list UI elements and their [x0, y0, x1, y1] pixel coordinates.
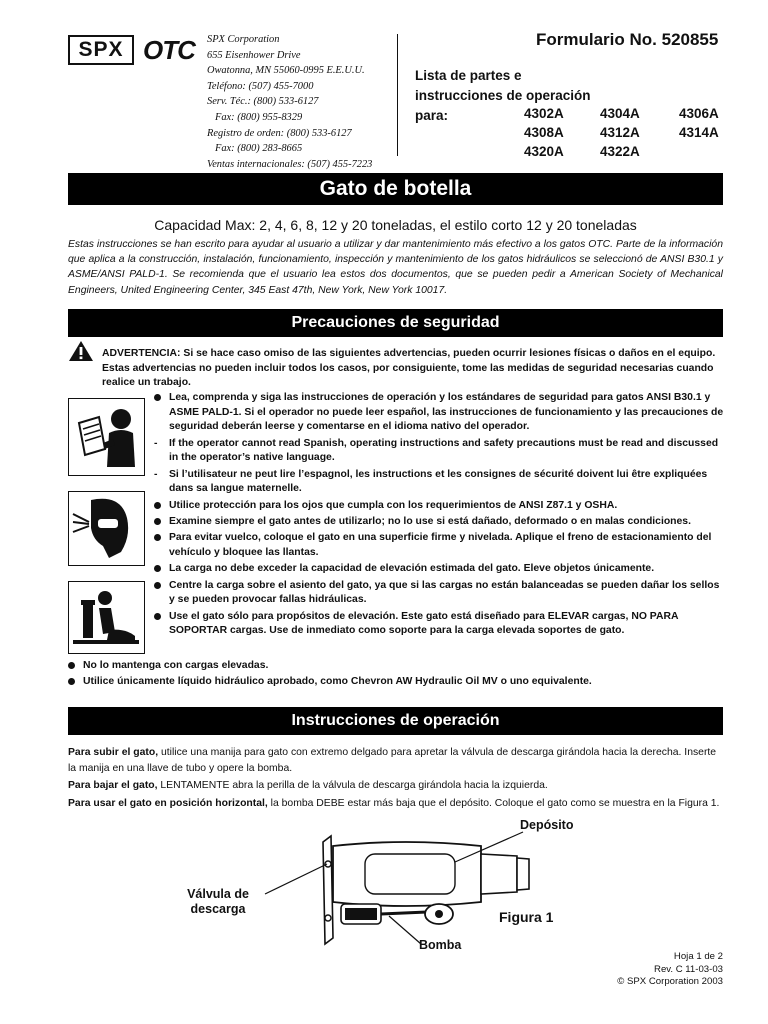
address-line: Owatonna, MN 55060-0995 E.E.U.U.	[207, 65, 365, 77]
safety-item-text: Use el gato sólo para propósitos de elevación. Este gato está diseñado para ELEVAR cargas, NO PARA SOPORTAR cargas. Use de inmediato como soporte para la carga elevada soportes de gato.	[169, 610, 679, 637]
page-number: Hoja 1 de 2	[673, 951, 723, 962]
operation-paragraph	[68, 796, 723, 812]
safety-item	[154, 531, 724, 560]
label-valvula	[178, 887, 258, 917]
spx-logo: SPX	[68, 35, 134, 65]
operation-text: la bomba DEBE estar más baja que el depósito. Coloque el gato como se muestra en la Figura 1.	[267, 797, 720, 809]
bullet-dot-icon	[68, 678, 75, 685]
company-address	[207, 32, 397, 188]
intro-paragraph: Estas instrucciones se han escrito para ayudar al usuario a utilizar y dar mantenimiento más efectivo a los gatos OTC. Parte de la información que aplica a la construcción, instalación, funcionamiento, inspección y mantenimiento de los gatos hidráulicos se seleccionó de ANSI B30.1 y ASME/ANSI PALD-1. Se recomienda que el usuario lea estos dos documentos, que se pueden pedir a American Society of Mechanical Engineers, United Engineering Center, 345 East 47th, New York, New York 10017.	[68, 239, 723, 296]
safety-item-text: If the operator cannot read Spanish, operating instructions and safety precautions must be read and discussed in the operator’s native language.	[169, 437, 719, 464]
document-title: Gato de botella	[68, 173, 723, 205]
dash-marker: -	[154, 468, 158, 480]
safety-item	[154, 515, 724, 530]
warning-text	[68, 347, 723, 391]
safety-goggles-icon	[69, 492, 144, 565]
otc-logo: OTC	[143, 34, 195, 65]
header-divider	[397, 34, 398, 156]
safety-item-text: No lo mantenga con cargas elevadas.	[83, 660, 269, 671]
model-number: 4322A	[600, 144, 640, 159]
address-line: Serv. Téc.: (800) 533-6127	[207, 96, 319, 108]
address-line: SPX Corporation	[207, 34, 280, 45]
bullet-dot-icon	[68, 662, 75, 669]
eye-protection-pictogram	[68, 491, 145, 566]
safety-list-full	[68, 659, 723, 692]
operation-lead: Para usar el gato en posición horizontal,	[68, 797, 268, 809]
copyright: © SPX Corporation 2003	[617, 976, 723, 987]
safety-heading: Precauciones de seguridad	[68, 309, 723, 337]
address-line: Fax: (800) 955-8329	[215, 111, 303, 123]
form-number: Formulario No. 520855	[536, 30, 719, 49]
label-valvula-line: descarga	[190, 902, 246, 916]
operation-text: LENTAMENTE abra la perilla de la válvula de descarga girándola hacia la izquierda.	[157, 780, 548, 792]
operation-heading: Instrucciones de operación	[68, 707, 723, 735]
page-footer	[617, 951, 723, 989]
read-manual-icon	[69, 399, 144, 475]
bullet-dot-icon	[154, 582, 161, 589]
operation-text: utilice una manija para gato con extremo delgado para apretar la válvula de descarga girándola hacia la derecha. Inserte la manija en una llave de tubo y opere la bomba.	[68, 747, 717, 774]
safety-item-text: Lea, comprenda y siga las instrucciones de operación y los estándares de seguridad para gatos ANSI B30.1 y ASME PALD-1. Si el operador no puede leer español, las instrucciones de funcionamiento y las precauciones de seguridad deberán leerse y comentarse en el idioma nativo del operador.	[169, 392, 724, 433]
bullet-dot-icon	[154, 613, 161, 620]
safety-item	[154, 562, 724, 577]
safety-list	[154, 391, 724, 641]
dash-marker: -	[154, 437, 158, 449]
crush-hazard-pictogram	[68, 581, 145, 654]
operation-lead: Para subir el gato,	[68, 747, 159, 758]
safety-item	[154, 437, 724, 466]
label-deposito: Depósito	[520, 818, 574, 832]
safety-item-text: Utilice protección para los ojos que cumpla con los requerimientos de ANSI Z87.1 y OSHA.	[169, 499, 618, 511]
address-line: Registro de orden: (800) 533-6127	[207, 127, 352, 139]
warning-paragraph: ADVERTENCIA: Si se hace caso omiso de las siguientes advertencias, pueden ocurrir lesiones físicas o daños en el equipo. Estas advertencias no pueden incluir todos los casos, por consiguiente, tome las medidas de seguridad necesarias cuando realice un trabajo.	[102, 348, 716, 389]
parts-list-title-line: instrucciones de operación	[415, 88, 591, 103]
safety-item-text: Utilice únicamente líquido hidráulico aprobado, como Chevron AW Hydraulic Oil MV o uno equivalente.	[83, 676, 592, 688]
bullet-dot-icon	[154, 565, 161, 572]
parts-list-title-line: Lista de partes e	[415, 68, 522, 83]
model-number: 4320A	[524, 144, 564, 159]
operation-paragraph	[68, 745, 723, 776]
parts-list-title	[415, 66, 591, 126]
safety-item-text: Centre la carga sobre el asiento del gato, ya que si las cargas no están balanceadas se pueden dañar los sellos y se pueden provocar fallas hidráulicas.	[169, 579, 720, 606]
model-number: 4304A	[600, 106, 640, 121]
model-number: 4306A	[679, 106, 719, 121]
model-number: 4314A	[679, 125, 719, 140]
safety-item	[68, 659, 723, 674]
model-number: 4312A	[600, 125, 640, 140]
bullet-dot-icon	[154, 502, 161, 509]
parts-list-title-line: para:	[415, 108, 449, 123]
model-number: 4308A	[524, 125, 564, 140]
address-line: Fax: (800) 283-8665	[215, 143, 303, 155]
label-bomba: Bomba	[419, 938, 462, 952]
read-manual-pictogram	[68, 398, 145, 476]
safety-item	[154, 610, 724, 639]
address-line: 655 Eisenhower Drive	[207, 49, 301, 61]
label-valvula-line: Válvula de	[187, 887, 249, 901]
safety-item-text: Para evitar vuelco, coloque el gato en una superficie firme y nivelada. Aplique el freno de estacionamiento del vehículo y bloquee las llantas.	[169, 532, 712, 558]
safety-item	[154, 468, 724, 497]
address-line: Teléfono: (507) 455-7000	[207, 80, 314, 92]
safety-item	[68, 675, 723, 690]
bullet-dot-icon	[154, 394, 161, 401]
model-number: 4302A	[524, 106, 564, 121]
figure-caption: Figura 1	[499, 909, 554, 925]
safety-item	[154, 579, 724, 608]
bottle-jack-figure	[255, 820, 555, 950]
address-line: Ventas internacionales: (507) 455-7223	[207, 158, 373, 170]
safety-item-text: Examine siempre el gato antes de utilizarlo; no lo use si está dañado, deformado o en malas condiciones.	[169, 515, 691, 527]
revision: Rev. C 11-03-03	[654, 963, 723, 975]
safety-item	[154, 499, 724, 514]
safety-item-text: Si l’utilisateur ne peut lire l’espagnol, les instructions et les consignes de sécurité doivent lui être expliquées dans sa langue maternelle.	[169, 468, 708, 495]
capacity-line: Capacidad Max: 2, 4, 6, 8, 12 y 20 toneladas, el estilo corto 12 y 20 toneladas	[154, 217, 637, 233]
operation-paragraph	[68, 778, 723, 794]
bullet-dot-icon	[154, 518, 161, 525]
safety-item	[154, 391, 724, 435]
bullet-dot-icon	[154, 534, 161, 541]
operation-instructions	[68, 745, 723, 813]
crush-hazard-icon	[69, 582, 144, 653]
safety-item-text: La carga no debe exceder la capacidad de elevación estimada del gato. Eleve objetos únicamente.	[169, 563, 655, 575]
operation-lead: Para bajar el gato,	[68, 780, 158, 792]
